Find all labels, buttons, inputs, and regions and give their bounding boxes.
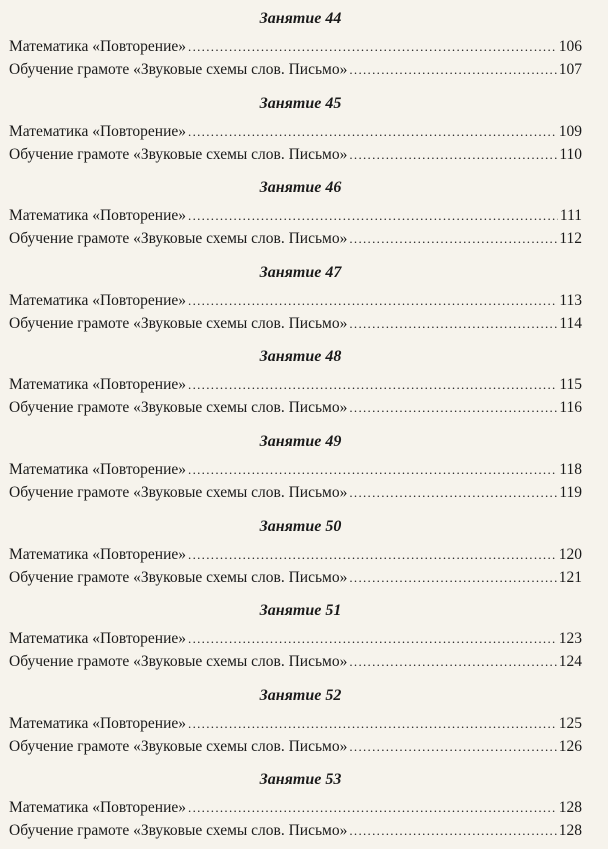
dot-leader: [349, 227, 557, 250]
entry-title: Обучение грамоте «Звуковые схемы слов. Письмо»: [9, 230, 348, 248]
toc-entry: [9, 227, 582, 250]
toc-section: [9, 3, 582, 88]
dot-leader: [188, 712, 557, 735]
entry-page-number: 114: [559, 314, 582, 332]
entry-page-number: 119: [559, 483, 582, 501]
entry-page-number: 112: [559, 230, 582, 248]
toc-entry: [9, 289, 582, 312]
entry-title: Математика «Повторение»: [9, 376, 187, 394]
toc-entry: [9, 120, 582, 143]
dot-leader: [188, 543, 557, 566]
entry-title: Математика «Повторение»: [9, 714, 187, 732]
dot-leader: [349, 58, 556, 81]
entry-page-number: 109: [558, 122, 582, 140]
dot-leader: [349, 650, 556, 673]
entry-page-number: 111: [559, 207, 582, 225]
entry-title: Математика «Повторение»: [9, 122, 187, 140]
toc-entry: [9, 650, 582, 673]
entry-title: Обучение грамоте «Звуковые схемы слов. Письмо»: [9, 483, 348, 501]
entry-title: Обучение грамоте «Звуковые схемы слов. Письмо»: [9, 822, 348, 840]
section-heading: Занятие 48: [259, 348, 342, 366]
toc-entry: [9, 58, 582, 81]
dot-leader: [188, 120, 557, 143]
toc-section: [9, 257, 582, 342]
toc-section: [9, 426, 582, 511]
entry-page-number: 125: [558, 714, 582, 732]
entry-title: Математика «Повторение»: [9, 291, 187, 309]
section-heading: Занятие 53: [259, 771, 342, 789]
entry-title: Обучение грамоте «Звуковые схемы слов. Письмо»: [9, 737, 348, 755]
toc-section: [9, 680, 582, 765]
section-heading: Занятие 47: [259, 263, 342, 281]
entry-title: Математика «Повторение»: [9, 799, 187, 817]
toc-entry: [9, 204, 582, 227]
section-heading: Занятие 50: [259, 517, 342, 535]
dot-leader: [188, 373, 557, 396]
dot-leader: [188, 35, 557, 58]
toc-section: [9, 595, 582, 680]
toc-section: [9, 88, 582, 173]
entry-page-number: 120: [558, 545, 582, 563]
entry-page-number: 113: [559, 291, 582, 309]
entry-title: Обучение грамоте «Звуковые схемы слов. Письмо»: [9, 568, 348, 586]
toc-entry: [9, 143, 582, 166]
entry-page-number: 107: [558, 61, 582, 78]
toc-entry: [9, 543, 582, 566]
dot-leader: [349, 481, 557, 504]
entry-page-number: 124: [558, 653, 582, 671]
dot-leader: [349, 819, 556, 842]
entry-title: Обучение грамоте «Звуковые схемы слов. Письмо»: [9, 314, 348, 332]
dot-leader: [349, 312, 557, 335]
entry-page-number: 116: [559, 399, 582, 417]
toc-section: [9, 764, 582, 849]
entry-page-number: 126: [558, 737, 582, 755]
entry-page-number: 115: [559, 376, 582, 394]
dot-leader: [349, 566, 556, 589]
toc-entry: [9, 735, 582, 758]
toc-entry: [9, 481, 582, 504]
entry-page-number: 121: [558, 568, 582, 586]
entry-title: Математика «Повторение»: [9, 38, 187, 55]
toc-entry: [9, 458, 582, 481]
section-heading: Занятие 44: [259, 10, 342, 27]
toc-section: [9, 341, 582, 426]
entry-page-number: 110: [559, 145, 582, 163]
toc-section: [9, 172, 582, 257]
entry-page-number: 128: [558, 822, 582, 840]
toc-entry: [9, 819, 582, 842]
section-heading: Занятие 46: [259, 179, 342, 197]
toc-entry: [9, 396, 582, 419]
toc-entry: [9, 796, 582, 819]
dot-leader: [349, 396, 557, 419]
toc-entry: [9, 35, 582, 58]
dot-leader: [188, 204, 558, 227]
section-heading: Занятие 49: [259, 432, 342, 450]
entry-page-number: 118: [559, 460, 582, 478]
entry-title: Обучение грамоте «Звуковые схемы слов. Письмо»: [9, 399, 348, 417]
toc-entry: [9, 627, 582, 650]
entry-page-number: 123: [558, 630, 582, 648]
entry-page-number: 128: [558, 799, 582, 817]
entry-title: Обучение грамоте «Звуковые схемы слов. Письмо»: [9, 61, 348, 78]
dot-leader: [349, 143, 557, 166]
entry-title: Математика «Повторение»: [9, 207, 187, 225]
entry-title: Математика «Повторение»: [9, 630, 187, 648]
entry-page-number: 106: [558, 38, 582, 55]
toc-entry: [9, 312, 582, 335]
section-heading: Занятие 52: [259, 686, 342, 704]
entry-title: Математика «Повторение»: [9, 460, 187, 478]
entry-title: Обучение грамоте «Звуковые схемы слов. Письмо»: [9, 653, 348, 671]
toc-entry: [9, 373, 582, 396]
toc-entry: [9, 566, 582, 589]
dot-leader: [188, 289, 557, 312]
entry-title: Математика «Повторение»: [9, 545, 187, 563]
section-heading: Занятие 45: [259, 94, 342, 112]
toc-section: [9, 511, 582, 596]
entry-title: Обучение грамоте «Звуковые схемы слов. Письмо»: [9, 145, 348, 163]
dot-leader: [188, 627, 557, 650]
dot-leader: [188, 458, 557, 481]
toc-entry: [9, 712, 582, 735]
section-heading: Занятие 51: [259, 602, 342, 620]
dot-leader: [349, 735, 556, 758]
dot-leader: [188, 796, 557, 819]
